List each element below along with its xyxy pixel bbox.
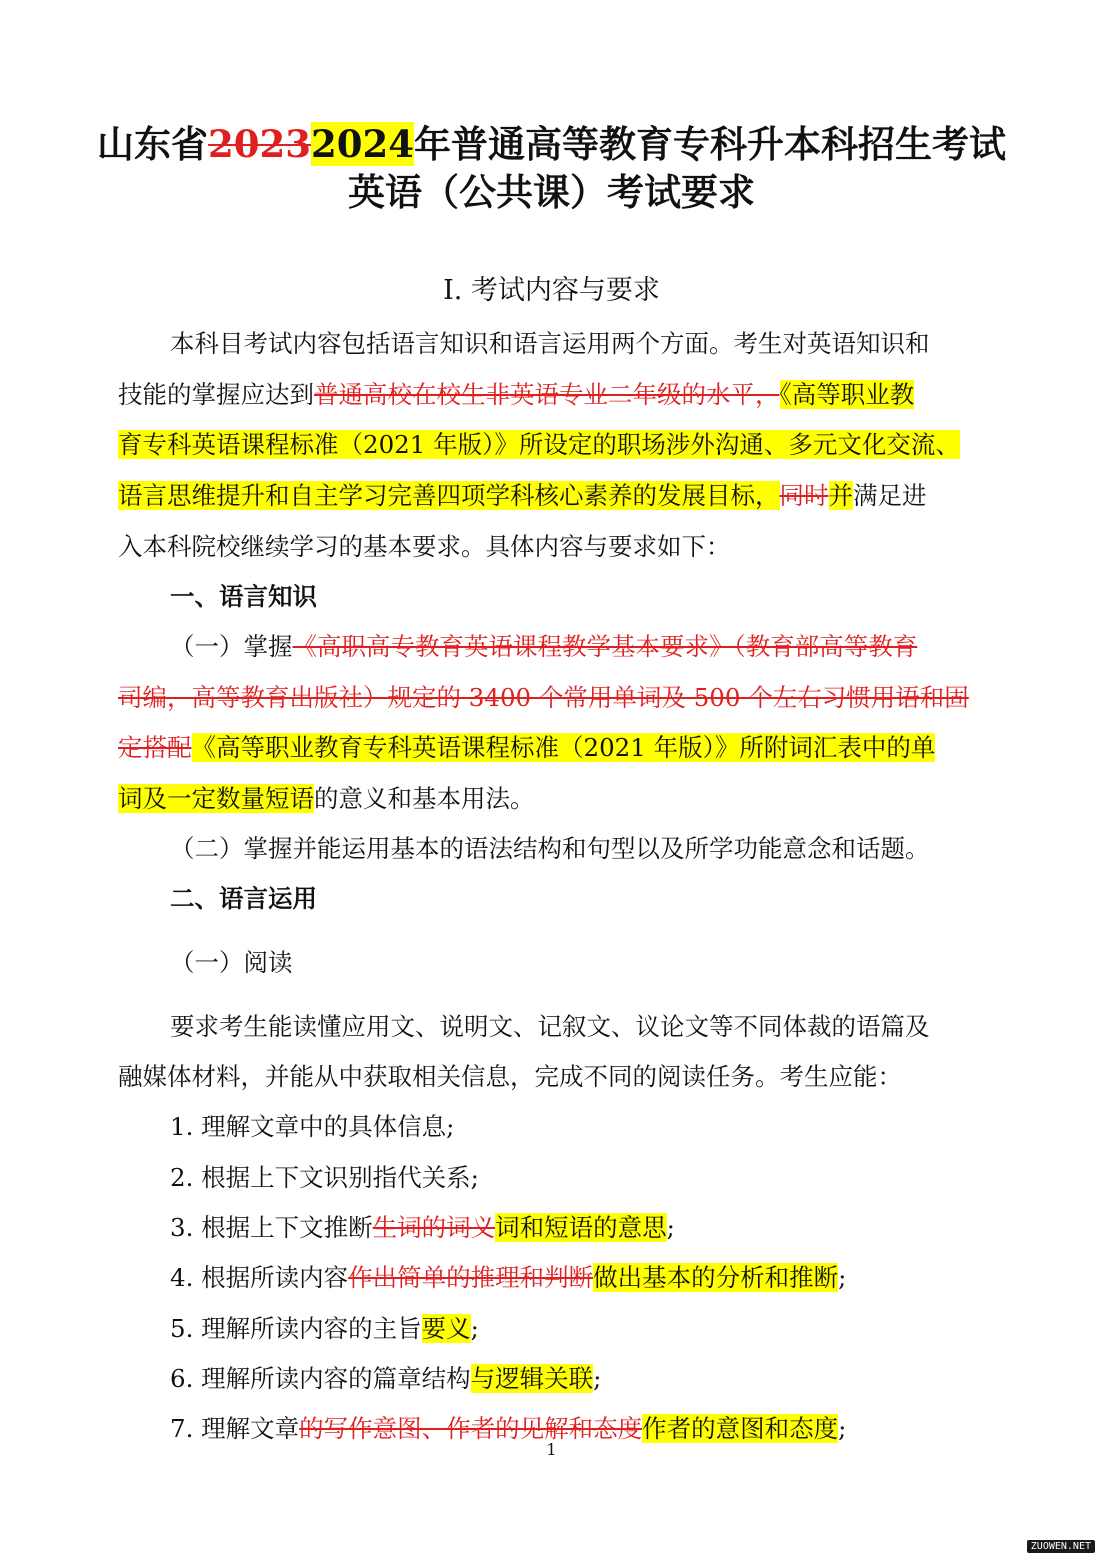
paragraph-line	[170, 628, 917, 663]
inserted-text: 要义	[421, 1314, 471, 1343]
section-title: I. 考试内容与要求	[443, 275, 660, 306]
title-text: 年普通高等教育专科升本科招生考试	[413, 122, 1006, 166]
text: （一）掌握	[170, 632, 293, 661]
list-item	[170, 1209, 675, 1244]
inserted-text: 词及一定数量短语	[118, 784, 314, 813]
document-title-line-2: 英语（公共课）考试要求	[348, 170, 755, 214]
list-item: 2. 根据上下文识别指代关系;	[170, 1163, 479, 1192]
inserted-text: 做出基本的分析和推断	[593, 1263, 839, 1292]
deleted-text: 生词的词义	[372, 1213, 496, 1242]
text: 4. 根据所读内容	[170, 1263, 349, 1292]
document-title-line-1	[0, 114, 1103, 168]
inserted-text: 作者的意图和态度	[642, 1414, 839, 1443]
page-number: 1	[546, 1440, 557, 1459]
inserted-text: 语言思维提升和自主学习完善四项学科核心素养的发展目标，	[118, 481, 780, 510]
inserted-text: 词和短语的意思	[495, 1213, 667, 1242]
deleted-text: 普通高校在校生非英语专业二年级的水平，	[314, 380, 780, 409]
subsection-heading: 一、语言知识	[170, 582, 317, 611]
title-text: 山东省	[97, 122, 209, 166]
deleted-text: 定搭配	[118, 733, 192, 762]
inserted-text: 并	[828, 481, 853, 510]
deleted-year: 2023	[208, 122, 311, 166]
list-item	[170, 1259, 846, 1294]
text: ;	[470, 1314, 479, 1343]
deleted-text: 的写作意图、作者的见解和态度	[299, 1414, 643, 1443]
subsection-heading: 二、语言运用	[170, 884, 317, 913]
paragraph-line: 融媒体材料，并能从中获取相关信息，完成不同的阅读任务。考生应能：	[118, 1062, 902, 1091]
deleted-text: 作出简单的推理和判断	[348, 1263, 594, 1292]
text: 技能的掌握应达到	[118, 380, 314, 409]
paragraph-line	[118, 376, 914, 411]
list-item	[170, 1310, 479, 1345]
reading-heading: （一）阅读	[170, 948, 293, 977]
text: ;	[838, 1263, 847, 1292]
list-item: 1. 理解文章中的具体信息;	[170, 1112, 455, 1141]
paragraph-line: （二）掌握并能运用基本的语法结构和句型以及所学功能意念和话题。	[170, 834, 930, 863]
text: 的意义和基本用法。	[314, 784, 535, 813]
inserted-text: 与逻辑关联	[470, 1364, 594, 1393]
text: ;	[593, 1364, 602, 1393]
site-watermark: ZUOWEN.NET	[1027, 1540, 1095, 1553]
paragraph-line: 入本科院校继续学习的基本要求。具体内容与要求如下：	[118, 532, 731, 561]
paragraph-line	[118, 679, 969, 714]
deleted-text: 司编，高等教育出版社）规定的 3400 个常用单词及 500 个左右习惯用语和固	[118, 683, 969, 712]
list-item	[170, 1360, 601, 1395]
text: 满足进	[853, 481, 927, 510]
paragraph-line	[118, 426, 960, 461]
deleted-text: 《高职高专教育英语课程教学基本要求》（教育部高等教育	[292, 632, 918, 661]
text: 3. 根据上下文推断	[170, 1213, 373, 1242]
paragraph-line: 本科目考试内容包括语言知识和语言运用两个方面。考生对英语知识和	[170, 329, 930, 358]
inserted-text: 育专科英语课程标准（2021 年版）》所设定的职场涉外沟通、多元文化交流、	[118, 430, 960, 459]
text: ;	[838, 1414, 847, 1443]
paragraph-line	[118, 477, 927, 512]
text: 5. 理解所读内容的主旨	[170, 1314, 422, 1343]
text: 7. 理解文章	[170, 1414, 300, 1443]
inserted-year: 2024	[311, 122, 414, 166]
text: ;	[666, 1213, 675, 1242]
inserted-text: 《高等职业教	[779, 380, 915, 409]
paragraph-line: 要求考生能读懂应用文、说明文、记叙文、议论文等不同体裁的语篇及	[170, 1012, 930, 1041]
paragraph-line	[118, 729, 935, 764]
deleted-text: 同时	[779, 481, 829, 510]
inserted-text: 《高等职业教育专科英语课程标准（2021 年版）》所附词汇表中的单	[191, 733, 936, 762]
paragraph-line	[118, 780, 535, 815]
text: 6. 理解所读内容的篇章结构	[170, 1364, 471, 1393]
